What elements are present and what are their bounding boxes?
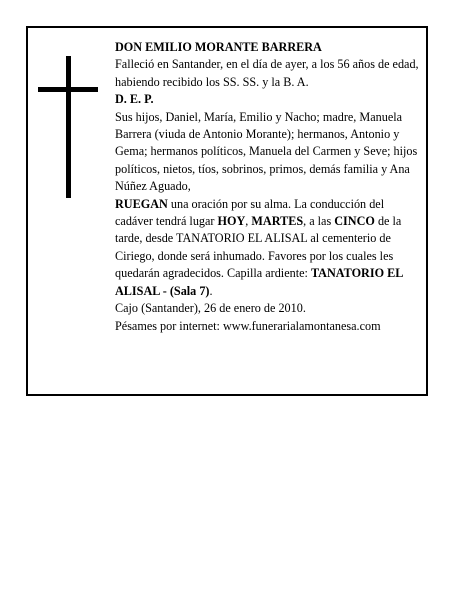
funeral-text-5: .	[209, 283, 213, 298]
funeral-text-4: de la tarde, desde TANATORIO EL ALISAL al cementerio de Ciriego, donde será inhumado. Favores por los cuales les quedarán agradecidos. Capilla ardiente:	[115, 214, 402, 281]
funeral-text-3: , a las	[303, 214, 335, 229]
cross-vertical-bar	[66, 56, 71, 198]
hoy-word: HOY	[217, 214, 246, 229]
chapel-name: TANATORIO EL ALISAL - (Sala 7)	[115, 266, 403, 298]
martes-word: MARTES	[251, 214, 304, 229]
obituary-text	[115, 39, 421, 335]
funeral-details	[115, 196, 421, 300]
obituary-notice	[26, 26, 428, 396]
dep-line: D. E. P.	[115, 92, 154, 107]
death-announcement: Falleció en Santander, en el día de ayer, a los 56 años de edad, habiendo recibido los SS. SS. y la B. A.	[115, 57, 419, 89]
family-list: Sus hijos, Daniel, María, Emilio y Nacho; madre, Manuela Barrera (viuda de Antonio Morante); hermanos, Antonio y Gema; hermanos políticos, Manuela del Carmen y Seve; hijos políticos, nietos, tíos, sobrinos, primos, demás familia y Ana Núñez Aguado,	[115, 109, 418, 194]
ruegan-word: RUEGAN	[115, 196, 168, 211]
funeral-text-2: ,	[245, 214, 252, 229]
place-date: Cajo (Santander), 26 de enero de 2010.	[115, 301, 306, 316]
deceased-name: DON EMILIO MORANTE BARRERA	[115, 40, 322, 54]
cinco-word: CINCO	[334, 214, 375, 229]
cross-horizontal-bar	[38, 87, 98, 92]
cross-icon	[38, 56, 98, 198]
condolences-line: Pésames por internet: www.funerarialamontanesa.com	[115, 318, 381, 333]
funeral-text-1: una oración por su alma. La conducción del cadáver tendrá lugar	[115, 196, 385, 229]
